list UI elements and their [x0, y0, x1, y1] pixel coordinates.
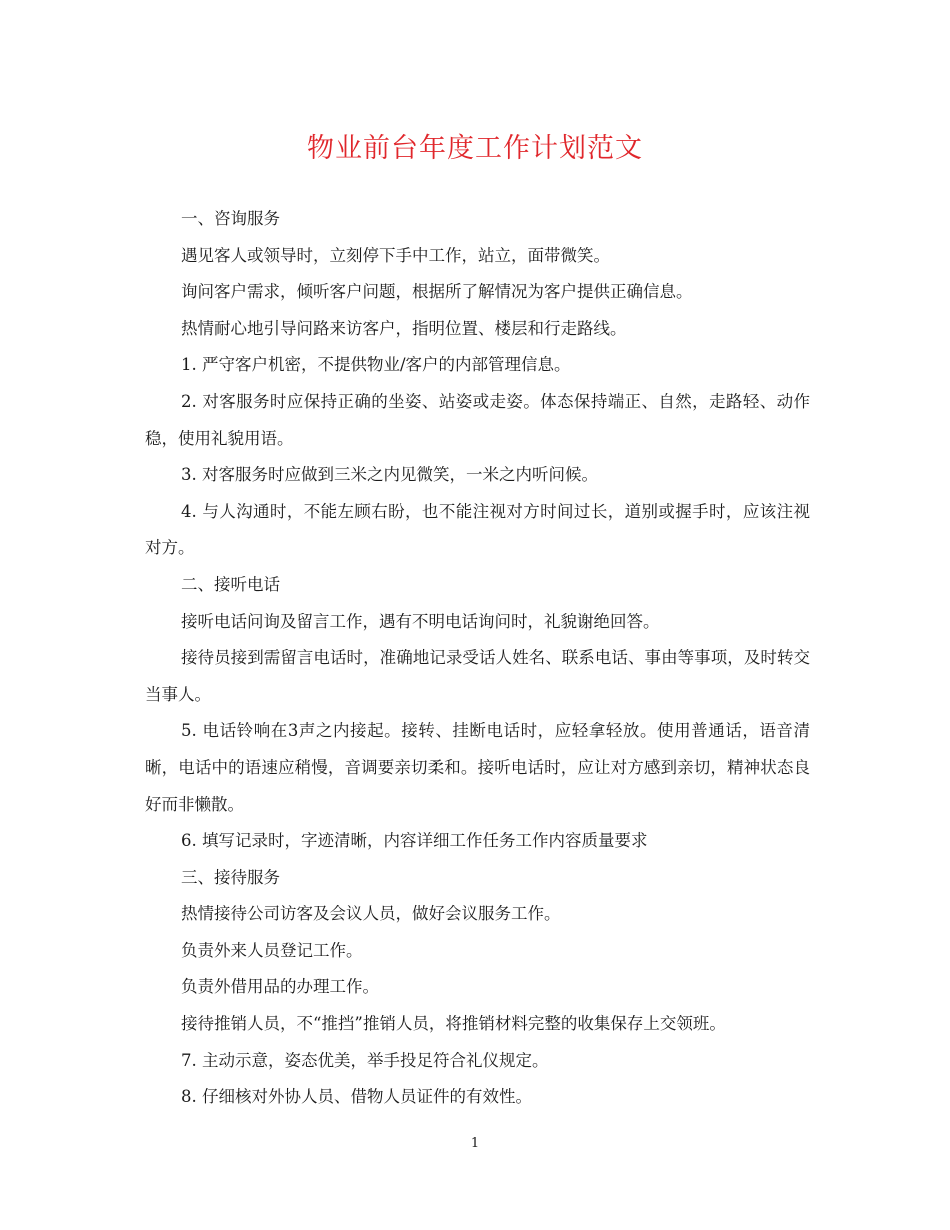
numbered-paragraph: 8. 仔细核对外协人员、借物人员证件的有效性。: [181, 1087, 532, 1107]
numbered-paragraph: 4. 与人沟通时，不能左顾右盼，也不能注视对方时间过长，道别或握手时，应该注视对方。: [145, 501, 810, 558]
numbered-paragraph: 5. 电话铃响在3声之内接起。接转、挂断电话时，应轻拿轻放。使用普通话，语音清晰，电话中的语速应稍慢，音调要亲切柔和。接听电话时，应让对方感到亲切，精神状态良好而非懒散。: [145, 721, 810, 814]
numbered-paragraph: 3. 对客服务时应做到三米之内见微笑，一米之内听问候。: [181, 465, 598, 485]
section-heading: 二、接听电话: [181, 574, 280, 594]
paragraph: 热情接待公司访客及会议人员，做好会议服务工作。: [181, 904, 561, 924]
numbered-paragraph: 2. 对客服务时应保持正确的坐姿、站姿或走姿。体态保持端正、自然，走路轻、动作稳，使用礼貌用语。: [145, 391, 810, 448]
document-title: 物业前台年度工作计划范文: [307, 133, 643, 164]
page-number: 1: [470, 1136, 480, 1151]
paragraph: 询问客户需求，倾听客户问题，根据所了解情况为客户提供正确信息。: [181, 282, 693, 302]
numbered-paragraph: 6. 填写记录时，字迹清晰，内容详细工作任务工作内容质量要求: [181, 831, 648, 851]
paragraph: 接听电话问询及留言工作，遇有不明电话询问时，礼貌谢绝回答。: [181, 611, 660, 631]
paragraph: 热情耐心地引导问路来访客户，指明位置、楼层和行走路线。: [181, 318, 627, 338]
paragraph: 遇见客人或领导时，立刻停下手中工作，站立，面带微笑。: [181, 245, 610, 265]
document-body: [145, 201, 810, 1116]
paragraph: 负责外来人员登记工作。: [181, 940, 363, 960]
numbered-paragraph: 1. 严守客户机密，不提供物业/客户的内部管理信息。: [181, 355, 571, 375]
section-heading: 三、接待服务: [181, 867, 280, 887]
paragraph: 接待员接到需留言电话时，准确地记录受话人姓名、联系电话、事由等事项，及时转交当事人。: [145, 648, 810, 704]
paragraph: 接待推销人员，不“推挡”推销人员，将推销材料完整的收集保存上交领班。: [181, 1014, 726, 1034]
paragraph: 负责外借用品的办理工作。: [181, 977, 379, 997]
numbered-paragraph: 7. 主动示意，姿态优美，举手投足符合礼仪规定。: [181, 1050, 549, 1070]
section-heading: 一、咨询服务: [181, 209, 280, 228]
